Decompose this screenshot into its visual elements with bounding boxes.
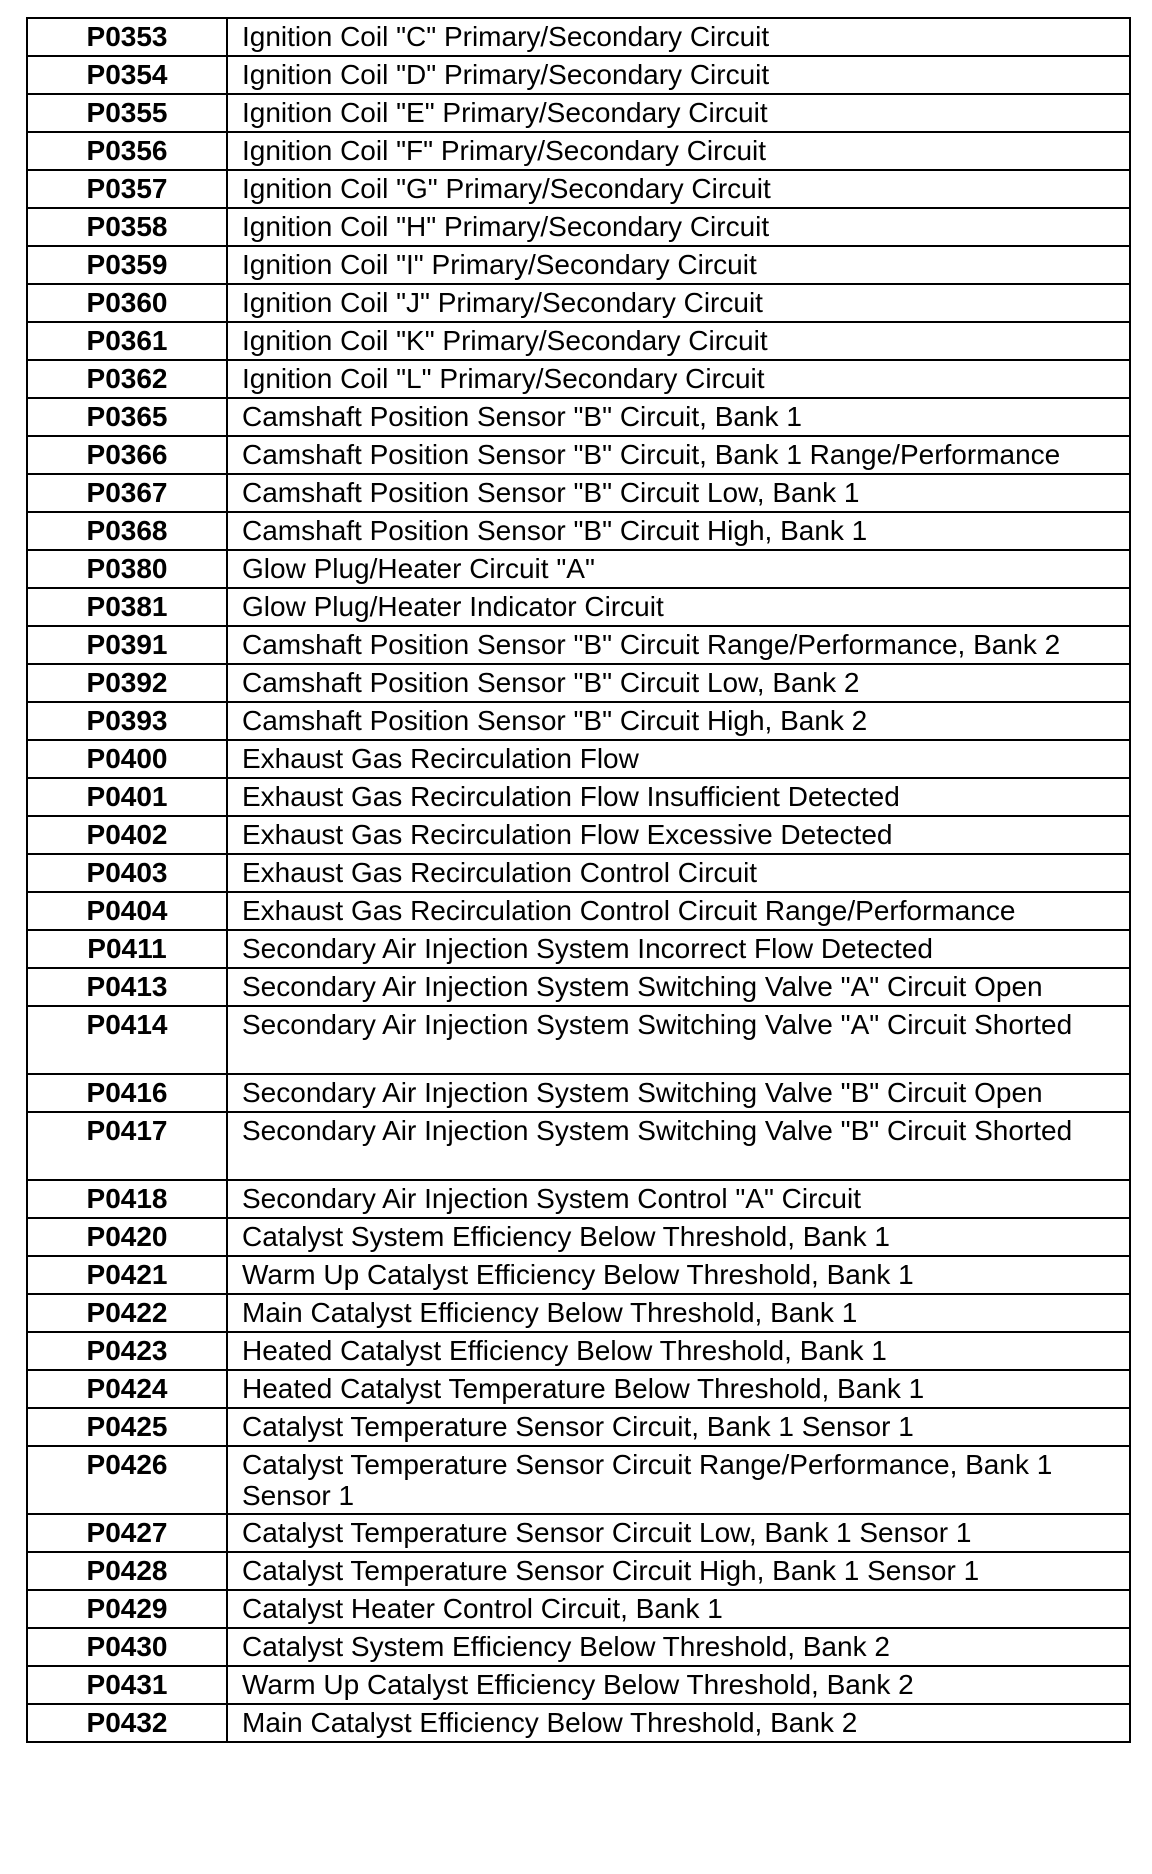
dtc-description-cell: Exhaust Gas Recirculation Flow	[227, 740, 1130, 778]
dtc-description-cell: Warm Up Catalyst Efficiency Below Threshold, Bank 1	[227, 1256, 1130, 1294]
table-row	[27, 1704, 1130, 1742]
table-row	[27, 930, 1130, 968]
table-row	[27, 1446, 1130, 1514]
table-row	[27, 854, 1130, 892]
table-row	[27, 892, 1130, 930]
table-row	[27, 740, 1130, 778]
table-row	[27, 1552, 1130, 1590]
dtc-description-cell: Catalyst System Efficiency Below Threshold, Bank 2	[227, 1628, 1130, 1666]
dtc-code-cell: P0425	[27, 1408, 227, 1446]
dtc-description-cell: Ignition Coil "E" Primary/Secondary Circuit	[227, 94, 1130, 132]
table-row	[27, 968, 1130, 1006]
dtc-description-cell: Secondary Air Injection System Incorrect Flow Detected	[227, 930, 1130, 968]
dtc-code-cell: P0361	[27, 322, 227, 360]
table-row	[27, 1370, 1130, 1408]
dtc-description-cell: Secondary Air Injection System Switching Valve "A" Circuit Shorted	[227, 1006, 1130, 1074]
dtc-description-cell: Camshaft Position Sensor "B" Circuit Low, Bank 1	[227, 474, 1130, 512]
dtc-description-cell: Ignition Coil "F" Primary/Secondary Circuit	[227, 132, 1130, 170]
dtc-code-cell: P0432	[27, 1704, 227, 1742]
dtc-code-cell: P0367	[27, 474, 227, 512]
dtc-description-cell: Catalyst Temperature Sensor Circuit, Bank 1 Sensor 1	[227, 1408, 1130, 1446]
table-row	[27, 664, 1130, 702]
table-row	[27, 284, 1130, 322]
dtc-code-cell: P0403	[27, 854, 227, 892]
dtc-code-cell: P0431	[27, 1666, 227, 1704]
dtc-description-cell: Ignition Coil "K" Primary/Secondary Circuit	[227, 322, 1130, 360]
dtc-code-cell: P0356	[27, 132, 227, 170]
table-row	[27, 398, 1130, 436]
table-row	[27, 1218, 1130, 1256]
dtc-description-cell: Catalyst System Efficiency Below Threshold, Bank 1	[227, 1218, 1130, 1256]
dtc-code-cell: P0380	[27, 550, 227, 588]
table-row	[27, 94, 1130, 132]
dtc-description-cell: Camshaft Position Sensor "B" Circuit Range/Performance, Bank 2	[227, 626, 1130, 664]
dtc-code-cell: P0424	[27, 1370, 227, 1408]
table-row	[27, 170, 1130, 208]
dtc-code-cell: P0421	[27, 1256, 227, 1294]
dtc-code-cell: P0368	[27, 512, 227, 550]
dtc-description-cell: Secondary Air Injection System Switching Valve "B" Circuit Shorted	[227, 1112, 1130, 1180]
dtc-code-cell: P0427	[27, 1514, 227, 1552]
dtc-code-cell: P0357	[27, 170, 227, 208]
dtc-code-cell: P0428	[27, 1552, 227, 1590]
dtc-code-cell: P0359	[27, 246, 227, 284]
dtc-code-cell: P0365	[27, 398, 227, 436]
dtc-description-cell: Camshaft Position Sensor "B" Circuit High, Bank 1	[227, 512, 1130, 550]
dtc-description-cell: Ignition Coil "I" Primary/Secondary Circuit	[227, 246, 1130, 284]
table-row	[27, 1332, 1130, 1370]
table-row	[27, 816, 1130, 854]
dtc-code-cell: P0417	[27, 1112, 227, 1180]
table-row	[27, 474, 1130, 512]
dtc-description-cell: Ignition Coil "C" Primary/Secondary Circuit	[227, 18, 1130, 56]
dtc-description-cell: Camshaft Position Sensor "B" Circuit Low, Bank 2	[227, 664, 1130, 702]
dtc-code-cell: P0429	[27, 1590, 227, 1628]
dtc-code-cell: P0420	[27, 1218, 227, 1256]
dtc-code-cell: P0366	[27, 436, 227, 474]
dtc-description-cell: Main Catalyst Efficiency Below Threshold, Bank 2	[227, 1704, 1130, 1742]
table-row	[27, 1112, 1130, 1180]
dtc-description-cell: Catalyst Temperature Sensor Circuit Range/Performance, Bank 1 Sensor 1	[227, 1446, 1130, 1514]
table-row	[27, 512, 1130, 550]
table-row	[27, 1074, 1130, 1112]
dtc-description-cell: Warm Up Catalyst Efficiency Below Threshold, Bank 2	[227, 1666, 1130, 1704]
table-row	[27, 702, 1130, 740]
table-row	[27, 1514, 1130, 1552]
dtc-description-cell: Secondary Air Injection System Control "A" Circuit	[227, 1180, 1130, 1218]
table-row	[27, 360, 1130, 398]
dtc-description-cell: Heated Catalyst Temperature Below Threshold, Bank 1	[227, 1370, 1130, 1408]
dtc-code-cell: P0362	[27, 360, 227, 398]
dtc-table-body	[27, 18, 1130, 1742]
dtc-code-cell: P0418	[27, 1180, 227, 1218]
dtc-description-cell: Camshaft Position Sensor "B" Circuit, Bank 1 Range/Performance	[227, 436, 1130, 474]
dtc-description-cell: Secondary Air Injection System Switching Valve "B" Circuit Open	[227, 1074, 1130, 1112]
table-row	[27, 1628, 1130, 1666]
dtc-description-cell: Ignition Coil "D" Primary/Secondary Circuit	[227, 56, 1130, 94]
table-row	[27, 436, 1130, 474]
table-row	[27, 778, 1130, 816]
dtc-description-cell: Ignition Coil "H" Primary/Secondary Circuit	[227, 208, 1130, 246]
dtc-code-table	[26, 17, 1131, 1743]
table-row	[27, 1294, 1130, 1332]
dtc-code-cell: P0381	[27, 588, 227, 626]
dtc-description-cell: Heated Catalyst Efficiency Below Threshold, Bank 1	[227, 1332, 1130, 1370]
dtc-description-cell: Secondary Air Injection System Switching Valve "A" Circuit Open	[227, 968, 1130, 1006]
dtc-code-cell: P0426	[27, 1446, 227, 1514]
dtc-description-cell: Exhaust Gas Recirculation Flow Excessive Detected	[227, 816, 1130, 854]
dtc-code-cell: P0413	[27, 968, 227, 1006]
dtc-code-cell: P0400	[27, 740, 227, 778]
table-row	[27, 1006, 1130, 1074]
dtc-code-cell: P0358	[27, 208, 227, 246]
table-row	[27, 132, 1130, 170]
table-row	[27, 56, 1130, 94]
dtc-code-cell: P0422	[27, 1294, 227, 1332]
dtc-code-cell: P0360	[27, 284, 227, 322]
dtc-code-cell: P0355	[27, 94, 227, 132]
dtc-code-cell: P0423	[27, 1332, 227, 1370]
table-row	[27, 322, 1130, 360]
table-row	[27, 1590, 1130, 1628]
dtc-code-cell: P0411	[27, 930, 227, 968]
dtc-code-cell: P0392	[27, 664, 227, 702]
dtc-code-cell: P0402	[27, 816, 227, 854]
table-row	[27, 626, 1130, 664]
dtc-description-cell: Main Catalyst Efficiency Below Threshold, Bank 1	[227, 1294, 1130, 1332]
table-row	[27, 246, 1130, 284]
table-row	[27, 1256, 1130, 1294]
table-row	[27, 1666, 1130, 1704]
table-row	[27, 208, 1130, 246]
dtc-description-cell: Camshaft Position Sensor "B" Circuit, Bank 1	[227, 398, 1130, 436]
dtc-description-cell: Catalyst Temperature Sensor Circuit High, Bank 1 Sensor 1	[227, 1552, 1130, 1590]
dtc-code-cell: P0416	[27, 1074, 227, 1112]
table-row	[27, 550, 1130, 588]
dtc-code-cell: P0353	[27, 18, 227, 56]
dtc-description-cell: Ignition Coil "L" Primary/Secondary Circuit	[227, 360, 1130, 398]
dtc-code-cell: P0391	[27, 626, 227, 664]
dtc-description-cell: Ignition Coil "J" Primary/Secondary Circuit	[227, 284, 1130, 322]
dtc-description-cell: Exhaust Gas Recirculation Flow Insufficient Detected	[227, 778, 1130, 816]
dtc-code-cell: P0354	[27, 56, 227, 94]
table-row	[27, 18, 1130, 56]
dtc-description-cell: Camshaft Position Sensor "B" Circuit High, Bank 2	[227, 702, 1130, 740]
dtc-description-cell: Exhaust Gas Recirculation Control Circuit Range/Performance	[227, 892, 1130, 930]
table-row	[27, 1180, 1130, 1218]
dtc-description-cell: Catalyst Temperature Sensor Circuit Low, Bank 1 Sensor 1	[227, 1514, 1130, 1552]
dtc-code-cell: P0401	[27, 778, 227, 816]
dtc-code-cell: P0414	[27, 1006, 227, 1074]
dtc-description-cell: Glow Plug/Heater Circuit "A"	[227, 550, 1130, 588]
dtc-description-cell: Catalyst Heater Control Circuit, Bank 1	[227, 1590, 1130, 1628]
table-row	[27, 588, 1130, 626]
dtc-description-cell: Glow Plug/Heater Indicator Circuit	[227, 588, 1130, 626]
dtc-description-cell: Ignition Coil "G" Primary/Secondary Circuit	[227, 170, 1130, 208]
dtc-code-cell: P0393	[27, 702, 227, 740]
dtc-code-cell: P0430	[27, 1628, 227, 1666]
dtc-description-cell: Exhaust Gas Recirculation Control Circuit	[227, 854, 1130, 892]
table-row	[27, 1408, 1130, 1446]
dtc-code-cell: P0404	[27, 892, 227, 930]
